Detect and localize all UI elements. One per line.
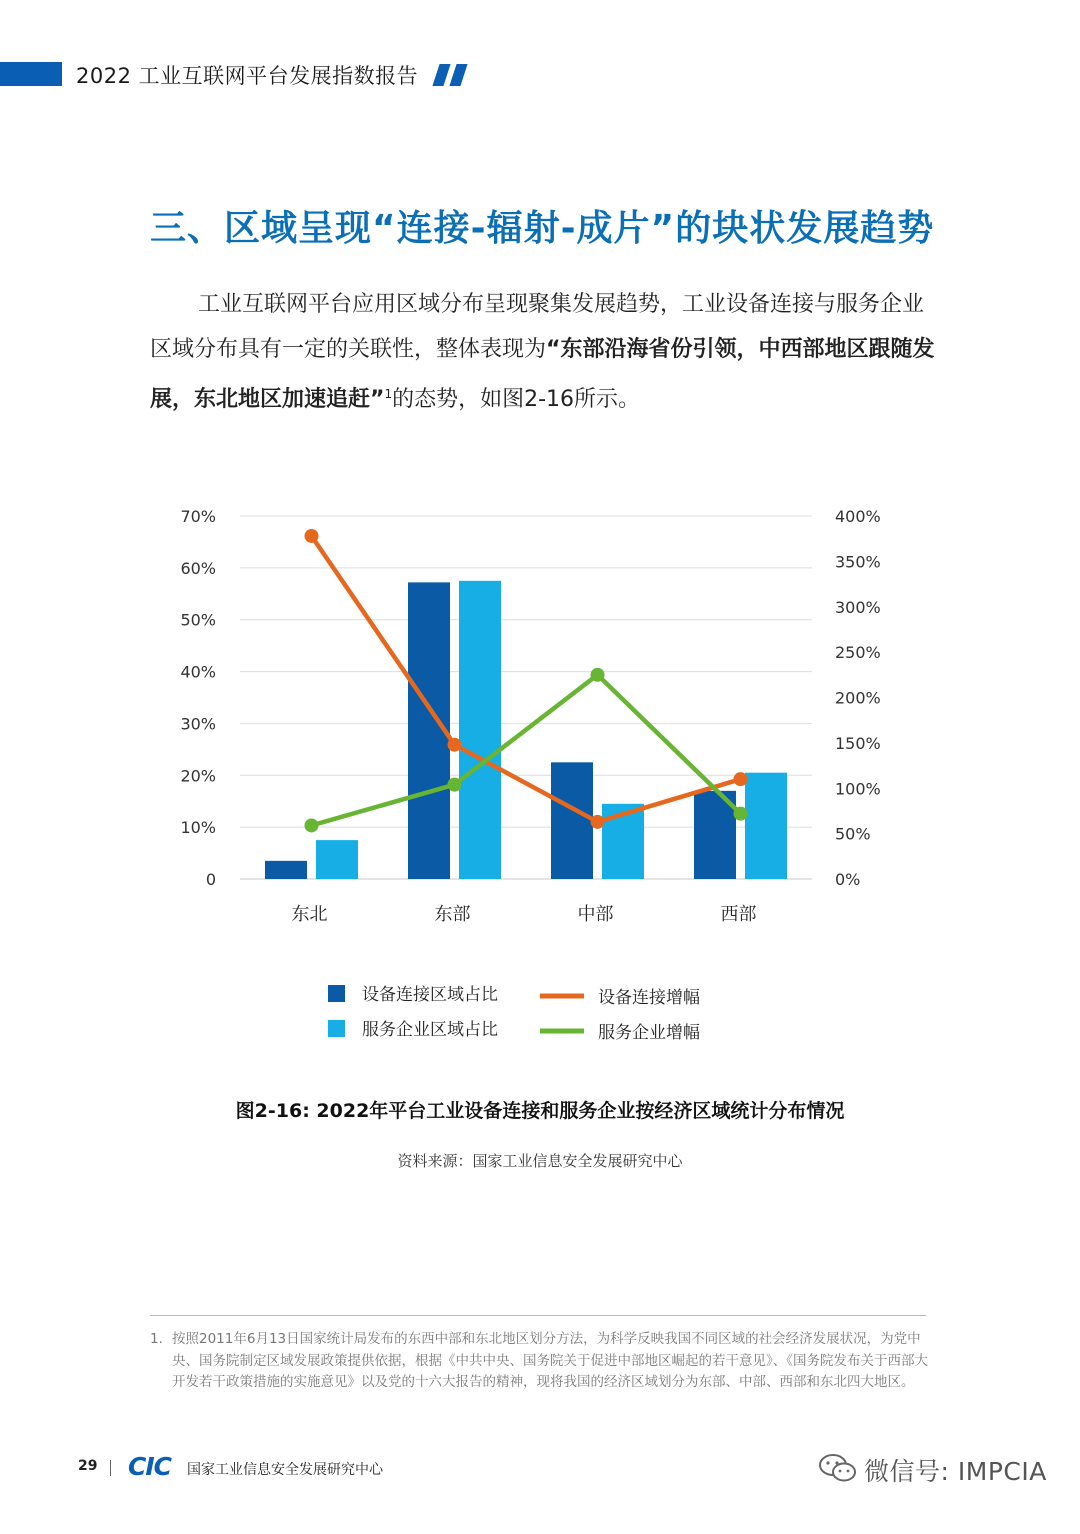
figure-source: 资料来源：国家工业信息安全发展研究中心 <box>397 1152 683 1170</box>
footnote-text: 按照2011年6月13日国家统计局发布的东西中部和东北地区划分方法，为科学反映我国不同区域的社会经济发展状况，为党中央、国务院制定区域发展政策提供依据，根据《中共中央、国务院关于促进中部地区崛起的若干意见》、《国务院发布关于西部大开发若干政策措施的实施意见》以及党的十六大报告的精神，现将我国的经济区域划分为东部、中部、西部和东北四大地区。 <box>172 1331 928 1390</box>
footer-organization: 国家工业信息安全发展研究中心 <box>187 1462 383 1478</box>
left-axis-tick-label: 20% <box>180 766 216 786</box>
cic-logo: CIC <box>128 1452 171 1481</box>
right-axis-tick-label: 400% <box>835 507 881 526</box>
legend-swatch <box>328 1020 345 1037</box>
series-point <box>305 529 319 543</box>
right-axis-tick-label: 0% <box>835 870 861 889</box>
left-axis-tick-label: 30% <box>180 714 216 734</box>
paragraph-text: 的态势，如图2-16所示。 <box>392 387 641 412</box>
series-line <box>312 536 741 822</box>
wechat-icon <box>818 1452 858 1484</box>
left-axis-tick-label: 0 <box>205 870 216 889</box>
header-slash-mark <box>432 64 450 86</box>
series-point <box>734 807 748 821</box>
right-axis-tick-label: 150% <box>835 733 881 753</box>
bar <box>551 762 593 879</box>
bar <box>265 861 307 879</box>
report-title: 2022 工业互联网平台发展指数报告 <box>76 64 419 88</box>
paragraph-text: 工业互联网平台应用区域分布呈现聚集发展趋势，工业设备连接与服务企业区域分布具有一定的关联性，整体表现为 <box>150 292 925 362</box>
category-label: 中部 <box>577 904 614 925</box>
right-axis-tick-label: 200% <box>835 688 881 708</box>
series-point <box>305 818 319 832</box>
left-axis-tick-label: 40% <box>180 662 216 682</box>
bar <box>459 581 501 879</box>
right-axis-tick-label: 250% <box>835 643 881 663</box>
legend-label: 服务企业增幅 <box>598 1023 700 1043</box>
right-axis-tick-label: 350% <box>835 552 881 572</box>
category-label: 西部 <box>720 904 757 925</box>
footnote-number: 1. <box>150 1331 163 1347</box>
bar <box>745 773 787 879</box>
footnote <box>150 1329 936 1394</box>
left-axis-tick-label: 70% <box>180 507 216 526</box>
left-axis-tick-label: 10% <box>180 818 216 838</box>
series-point <box>448 738 462 752</box>
right-axis-tick-label: 300% <box>835 597 881 617</box>
watermark: 微信号: IMPCIA <box>864 1457 1047 1486</box>
series-line <box>312 675 741 826</box>
paragraph-emphasis: “东部沿海省份引领，中西部地区跟随发展，东北地区加速追赶” <box>150 337 935 412</box>
header-accent-bar <box>0 62 62 86</box>
footer-divider <box>110 1460 111 1476</box>
series-point <box>591 668 605 682</box>
left-axis-tick-label: 60% <box>180 558 216 578</box>
bar <box>316 840 358 879</box>
header-slash-mark <box>449 64 467 86</box>
category-label: 东部 <box>434 904 471 925</box>
footnote-ref: 1 <box>384 387 393 401</box>
footnote-divider <box>150 1315 926 1316</box>
body-paragraph <box>150 282 940 422</box>
series-point <box>734 772 748 786</box>
series-point <box>448 778 462 792</box>
section-title: 三、区域呈现“连接-辐射-成片”的块状发展趋势 <box>150 208 935 249</box>
legend-swatch <box>328 985 345 1002</box>
category-label: 东北 <box>291 904 328 925</box>
legend-label: 设备连接增幅 <box>598 988 700 1008</box>
region-distribution-chart <box>0 490 1080 1070</box>
right-axis-tick-label: 50% <box>835 824 871 844</box>
series-point <box>591 815 605 829</box>
left-axis-tick-label: 50% <box>180 610 216 630</box>
legend-label: 服务企业区域占比 <box>362 1020 498 1040</box>
legend-label: 设备连接区域占比 <box>362 985 498 1005</box>
right-axis-tick-label: 100% <box>835 779 881 799</box>
page-number: 29 <box>78 1458 98 1474</box>
figure-caption: 图2-16: 2022年平台工业设备连接和服务企业按经济区域统计分布情况 <box>235 1100 845 1122</box>
